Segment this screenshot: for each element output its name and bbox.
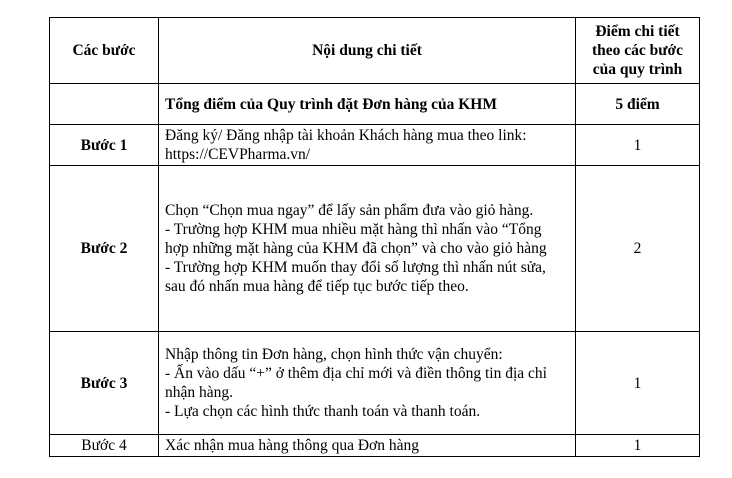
- header-points: Điểm chi tiết theo các bước của quy trình: [576, 18, 700, 84]
- step-label: Bước 2: [50, 166, 159, 332]
- table-row: [50, 332, 700, 435]
- step-points: 2: [576, 166, 700, 332]
- detail-line: - Trường hợp KHM mua nhiều mặt hàng thì nhấn vào “Tổng hợp những mặt hàng của KHM đã chọn” và cho vào giỏ hàng: [165, 221, 547, 257]
- detail-line: - Lựa chọn các hình thức thanh toán và thanh toán.: [165, 403, 481, 420]
- process-table: [49, 17, 700, 457]
- table-row: [50, 125, 700, 166]
- table-row: [50, 166, 700, 332]
- header-details: Nội dung chi tiết: [159, 18, 576, 84]
- detail-line: - Trường hợp KHM muốn thay đổi số lượng thì nhấn nút sửa, sau đó nhấn mua hàng để tiếp tục bước tiếp theo.: [165, 259, 546, 295]
- detail-line: Xác nhận mua hàng thông qua Đơn hàng: [165, 437, 419, 454]
- step-label: Bước 4: [50, 435, 159, 457]
- step-details: [159, 435, 576, 457]
- header-row: [50, 18, 700, 84]
- step-details: [159, 125, 576, 166]
- step-label: Bước 3: [50, 332, 159, 435]
- total-step-cell: [50, 84, 159, 125]
- step-points: 1: [576, 332, 700, 435]
- step-details: [159, 332, 576, 435]
- detail-line: Nhập thông tin Đơn hàng, chọn hình thức vận chuyển:: [165, 346, 503, 363]
- header-steps: Các bước: [50, 18, 159, 84]
- total-row: [50, 84, 700, 125]
- detail-line: Chọn “Chọn mua ngay” để lấy sản phẩm đưa vào giỏ hàng.: [165, 202, 534, 219]
- detail-line: - Ấn vào dấu “+” ở thêm địa chỉ mới và điền thông tin địa chỉ nhận hàng.: [165, 365, 547, 401]
- total-points: 5 điểm: [576, 84, 700, 125]
- detail-line: Đăng ký/ Đăng nhập tài khoản Khách hàng mua theo link: https://CEVPharma.vn/: [165, 127, 527, 163]
- total-description: Tổng điểm của Quy trình đặt Đơn hàng của KHM: [159, 84, 576, 125]
- step-points: 1: [576, 435, 700, 457]
- step-label: Bước 1: [50, 125, 159, 166]
- step-points: 1: [576, 125, 700, 166]
- table-row: [50, 435, 700, 457]
- step-details: [159, 166, 576, 332]
